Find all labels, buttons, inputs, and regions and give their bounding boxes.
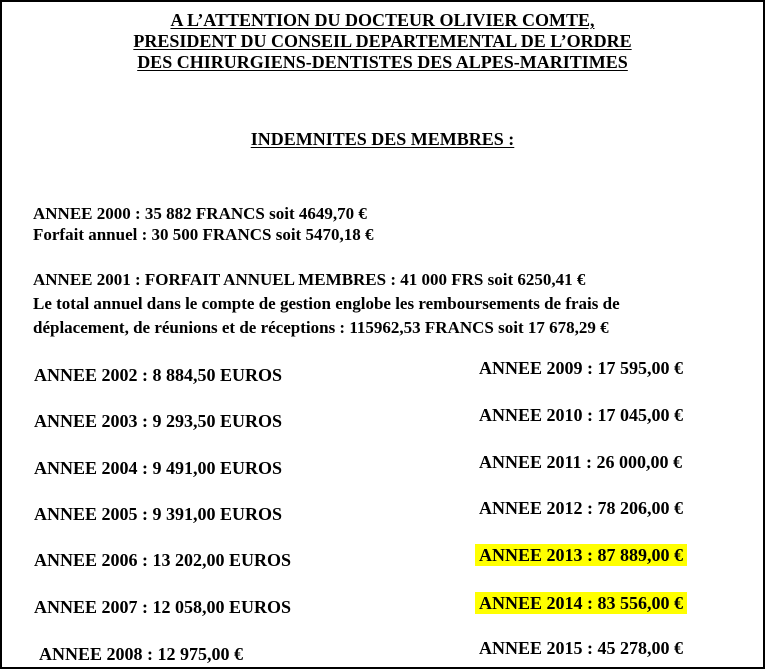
header-line-2: PRESIDENT DU CONSEIL DEPARTEMENTAL DE L’ORDRE: [133, 31, 632, 51]
year-2007-entry: ANNEE 2007 : 12 058,00 EUROS: [34, 597, 292, 617]
header-line-1: A L’ATTENTION DU DOCTEUR OLIVIER COMTE,: [170, 10, 595, 30]
year-2008-entry: ANNEE 2008 : 12 975,00 €: [39, 644, 244, 664]
year-2001-line: ANNEE 2001 : FORFAIT ANNUEL MEMBRES : 41 000 FRS soit 6250,41 €: [33, 270, 586, 289]
year-2003-entry: ANNEE 2003 : 9 293,50 EUROS: [34, 411, 283, 431]
year-2015-entry: ANNEE 2015 : 45 278,00 €: [479, 638, 684, 658]
year-2010-entry: ANNEE 2010 : 17 045,00 €: [479, 405, 684, 425]
year-2002-entry: ANNEE 2002 : 8 884,50 EUROS: [34, 365, 283, 385]
year-2001-note-2: déplacement, de réunions et de réceptions : 115962,53 FRANCS soit 17 678,29 €: [33, 318, 609, 337]
highlight-2014: ANNEE 2014 : 83 556,00 €: [475, 592, 687, 614]
year-2009-entry: ANNEE 2009 : 17 595,00 €: [479, 358, 684, 378]
year-2014-entry: [475, 592, 687, 614]
year-2001-note-1: Le total annuel dans le compte de gestion englobe les remboursements de frais de: [33, 294, 620, 313]
year-2011-entry: ANNEE 2011 : 26 000,00 €: [479, 452, 683, 472]
year-2012-entry: ANNEE 2012 : 78 206,00 €: [479, 498, 684, 518]
document-header: [2, 10, 763, 73]
year-2013-entry: [475, 544, 687, 566]
year-2005-entry: ANNEE 2005 : 9 391,00 EUROS: [34, 504, 283, 524]
header-line-3: DES CHIRURGIENS-DENTISTES DES ALPES-MARITIMES: [137, 52, 628, 72]
year-2006-entry: ANNEE 2006 : 13 202,00 EUROS: [34, 550, 292, 570]
section-title: INDEMNITES DES MEMBRES :: [250, 129, 515, 149]
highlight-2013: ANNEE 2013 : 87 889,00 €: [475, 544, 687, 566]
year-2004-entry: ANNEE 2004 : 9 491,00 EUROS: [34, 458, 283, 478]
forfait-2000-line: Forfait annuel : 30 500 FRANCS soit 5470,18 €: [33, 225, 374, 244]
year-2000-line: ANNEE 2000 : 35 882 FRANCS soit 4649,70 €: [33, 204, 367, 223]
